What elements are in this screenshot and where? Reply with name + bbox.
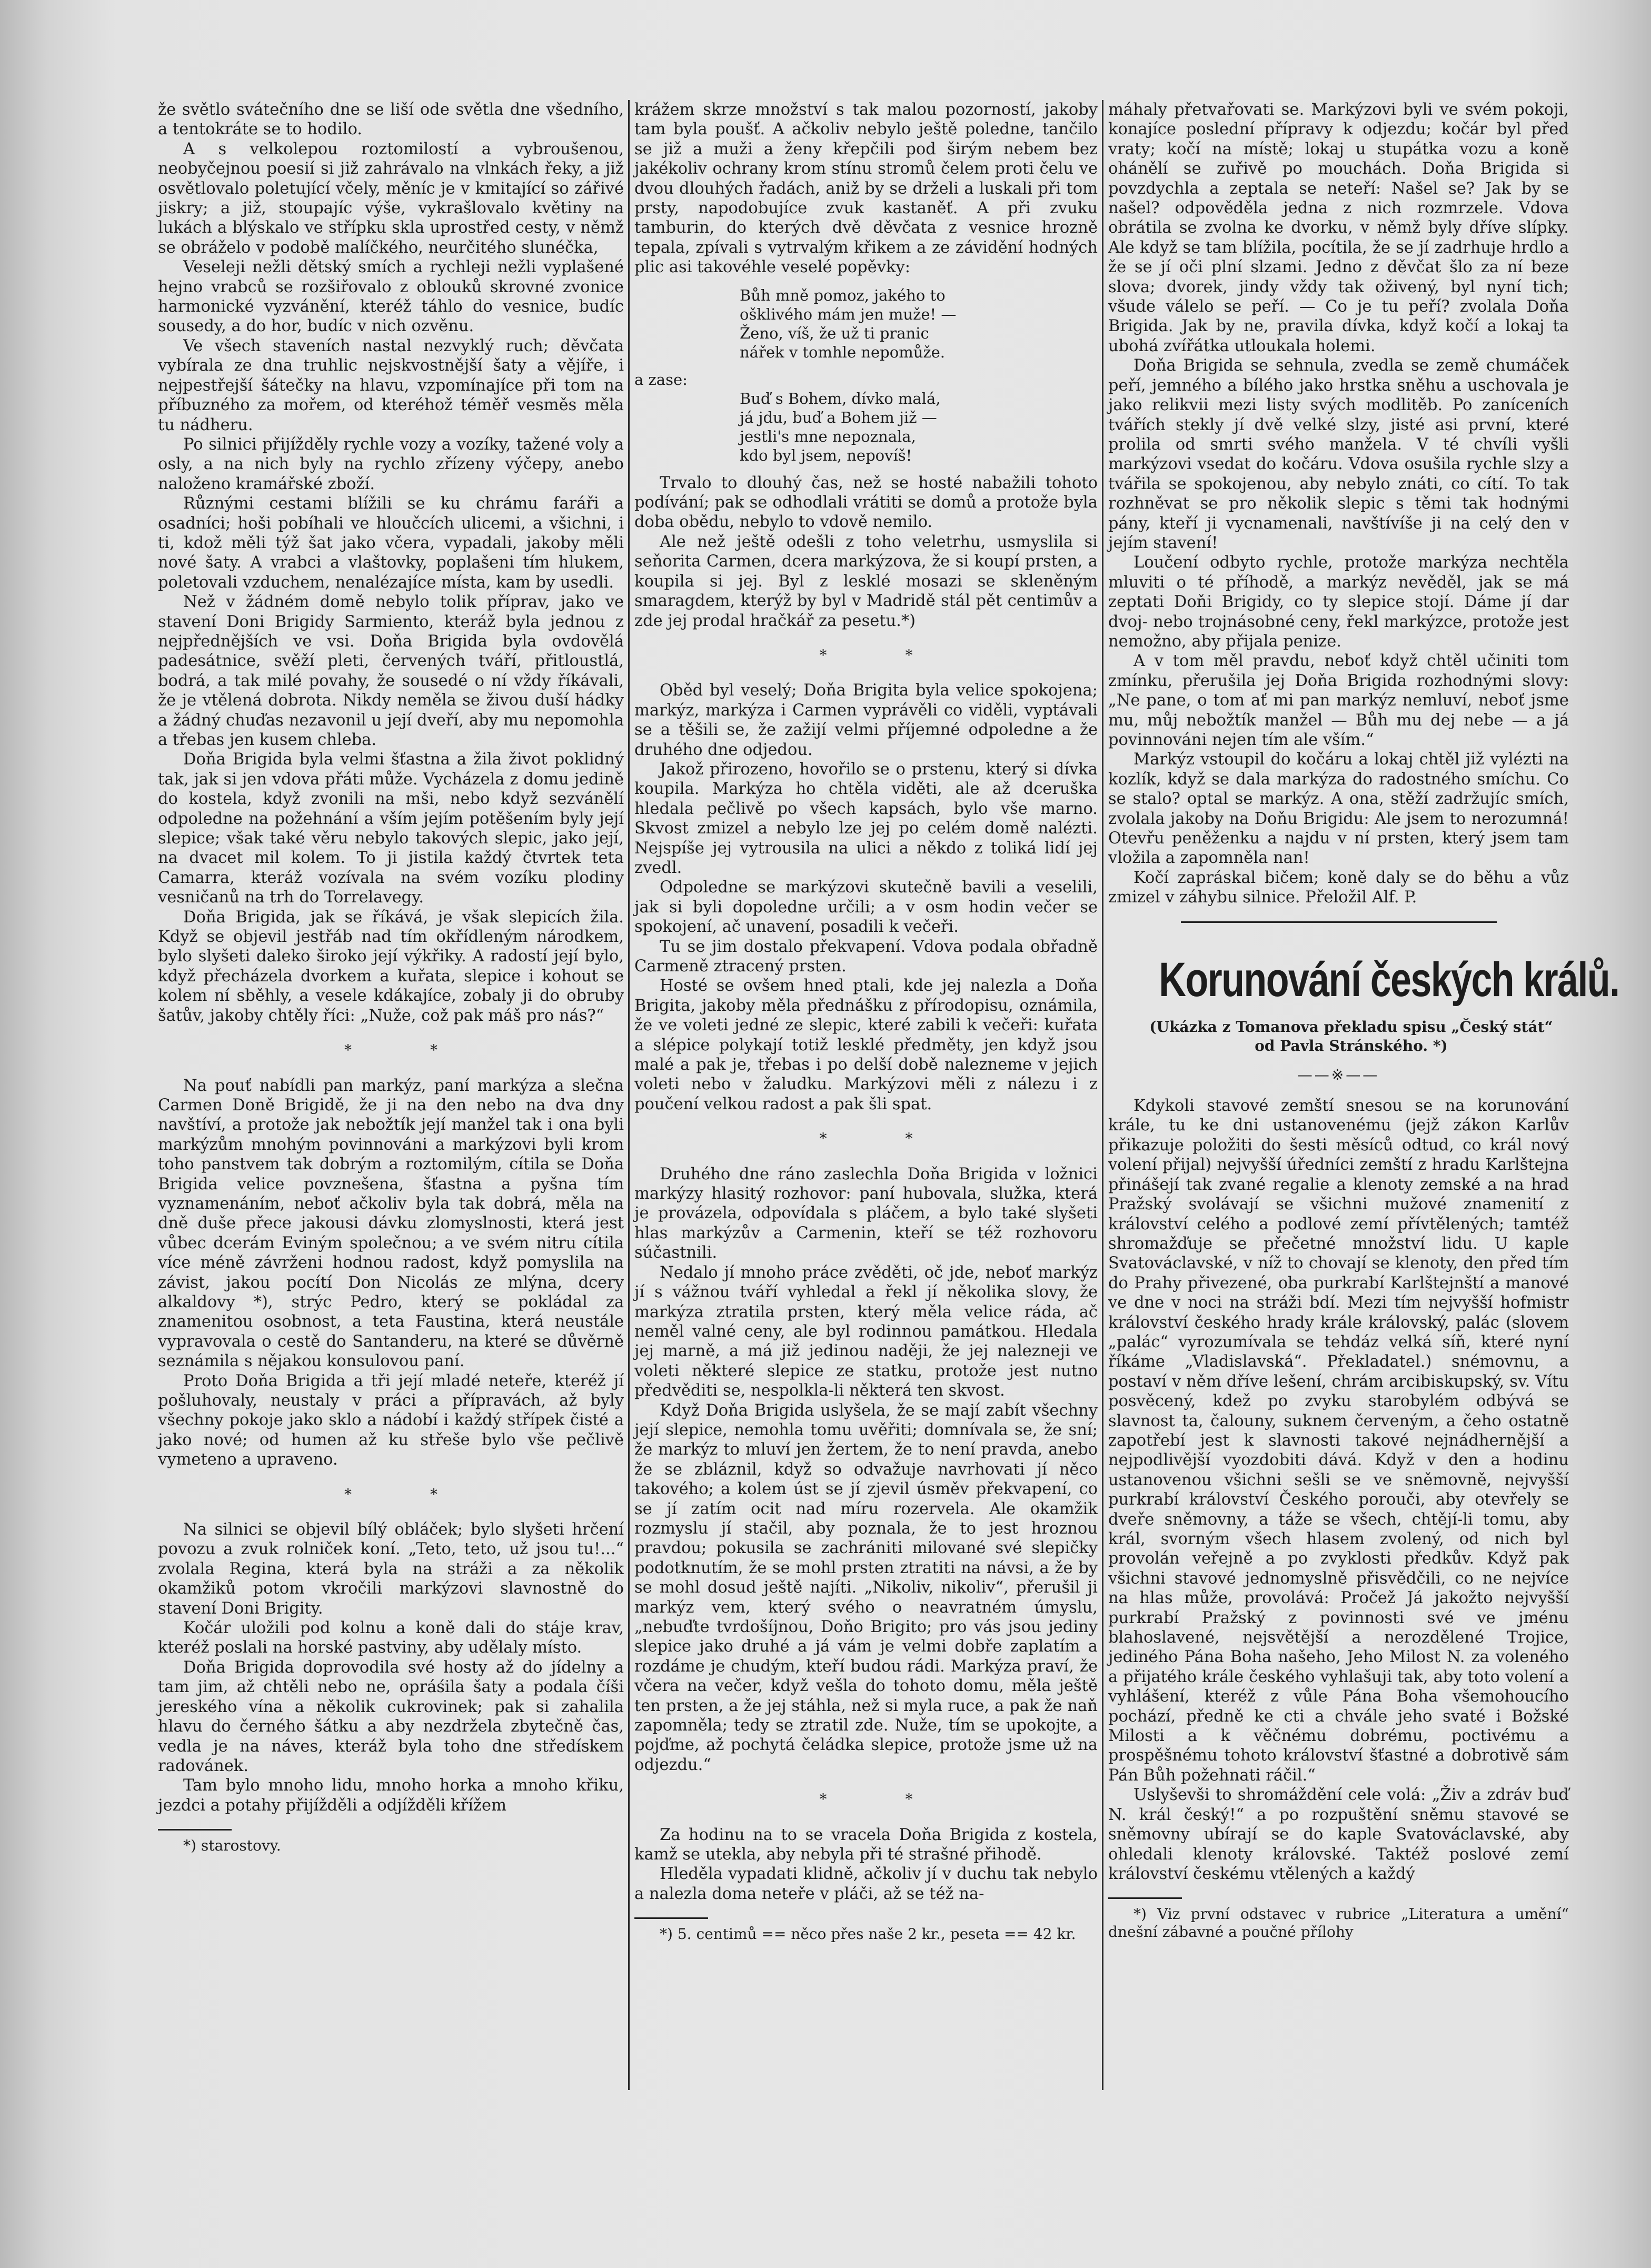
paragraph: Uslyševši to shromáždění cele volá: „Živ a zdráv buď N. král český!“ a po rozpuštění sněmu stavové se sněmovny ubírají se do kaple Svatováclavské, aby ohledali klenoty královské. Taktéž poslové zemí království českému vtělených a každý — [1108, 1786, 1569, 1883]
article-subheading: od Pavla Stránského. *) — [1255, 1037, 1448, 1055]
verse-line: kdo byl jsem, nepovíš! — [740, 446, 912, 464]
paragraph: Než v žádném domě nebylo tolik příprav, jako ve stavení Doni Brigidy Sarmiento, kteráž byla jednou z nejpřednějších ve vsi. Doňa Brigida byla ovdovělá padesátnice, svěží pleti, červených tváří, přitloustlá, bodrá, a tak milé povahy, že sousedé o ní vždy říkávali, že je vtělená dobrota. Nikdy neměla se živou duší hádky a žádný chuďas nezavonil u její dveří, aby mu nepomohla a třebas jen kusem chleba. — [158, 593, 624, 749]
paragraph: A s velkolepou roztomilostí a vybroušenou, neobyčejnou poesií si již zahrávalo na vlnkách řeky, a již osvětlovalo poletující včely, měníc je v kmitající so zářivé jiskry; a již, stoupajíc výše, vykrašlovalo květiny na lukách a blýskalo ve střípku skla uprostřed cesty, v němž se obráželo v podobě malíčkého, neurčitého slunéčka, — [158, 140, 624, 257]
verse-label: a zase: — [634, 370, 688, 389]
footnote-rule — [158, 1829, 232, 1831]
verse-line: Buď s Bohem, dívko malá, — [740, 389, 941, 407]
column-divider — [628, 100, 630, 2090]
footnote: *) 5. centimů == něco přes naše 2 kr., peseta == 42 kr. — [660, 1925, 1076, 1943]
footnote-rule — [634, 1917, 708, 1919]
section-separator-stars: * * — [344, 1485, 474, 1503]
column-3 — [1108, 100, 1619, 2080]
section-separator-stars: * * — [344, 1041, 474, 1059]
paragraph: Ale než ještě odešli z toho veletrhu, usmyslila si seňorita Carmen, dcera markýzova, že si koupí prsten, a koupila si jej. Byl z lesklé mosazi se skleněným smaragdem, kterýž by byl v Madridě stál pět centimův a zde jej prodal hračkář za pesetu.*) — [634, 532, 1098, 630]
paragraph: Loučení odbyto rychle, protože markýza nechtěla mluviti o té příhodě, a markýz nevěděl, jak se má zeptati Doňi Brigidy, co ty slepice stojí. Dáme jí dar dvoj- nebo trojnásobné ceny, řekl markýzce, protože jest nemožno, aby přijala penize. — [1108, 553, 1569, 651]
paragraph: Jakož přirozeno, hovořilo se o prstenu, který si dívka koupila. Markýza ho chtěla viděti, ale až dceruška hledala pečlivě po všech kapsách, bylo vše marno. Skvost zmizel a nebylo lze jej po celém domě nalézti. Nejspíše jej vytrousila na ulici a někdo z toliká lidí jej zvedl. — [634, 760, 1098, 877]
decorative-ornament: ——※—— — [1297, 1066, 1380, 1083]
footnote: *) starostovy. — [183, 1837, 281, 1855]
paragraph: Na silnici se objevil bílý obláček; bylo slyšeti hrčení povozu a zvuk rolniček koní. „Teto, teto, už jsou tu!...“ zvolala Regina, která byla na stráži a za několik okamžiků potom vkročili markýzovi slavnostně do stavení Doni Brigity. — [158, 1520, 624, 1618]
song-verse-1 — [634, 286, 1098, 362]
song-verse-2 — [634, 370, 1098, 465]
paragraph: Doňa Brigida doprovodila své hosty až do jídelny a tam jim, až chtěli nebo ne, opráśila šaty a podala číši jereského vína a několik cukrovinek; pak si zahalila hlavu do černého šátku a aby nezdržela zbytečně čas, vedla je na náves, kteráž byla toho dne středískem radovánek. — [158, 1658, 624, 1775]
paragraph: Hosté se ovšem hned ptali, kde jej nalezla a Doňa Brigita, jakoby měla přednášku z přírodopisu, oznámila, že ve voleti jedné ze slepic, které zabili k večeři: kuřata a slépice polykají totiž lesklé předměty, jen když jsou malé a pak je, třebas i po delší době nalezneme v jejich voleti nebo v žaludku. Markýzovi měli z nálezu i z poučení velkou radost a pak šli spat. — [634, 977, 1098, 1113]
paragraph: Kočár uložili pod kolnu a koně dali do stáje krav, kteréž poslali na horské pastviny, aby udělaly místo. — [158, 1619, 624, 1657]
paragraph: Oběd byl veselý; Doňa Brigita byla velice spokojena; markýz, markýza i Carmen vyprávěli co viděli, vyptávali se a těšili se, že zažijí velmi příjemné odpoledne a že druhého dne odjedou. — [634, 681, 1098, 759]
verse-line: jestli's mne nepoznala, — [740, 427, 916, 445]
column-1 — [158, 100, 624, 2080]
footnote: *) Viz první odstavec v rubrice „Literatura a umění“ dnešní zábavné a poučné přílohy — [1108, 1905, 1569, 1941]
paragraph: Doňa Brigida se sehnula, zvedla se země chumáček peří, jemného a bílého jako hrstka sněhu a uschovala je jako relikvii mezi listy svých modlitěb. Po zaníceních tvářích stekly jí dvě velké slzy, jisté asi první, které prolila od smrti svého manžela. V té chvíli vyšli markýzovi vsedat do kočáru. Vdova osušila rychle slzy a tvářila se spokojenou, aby nebylo znáti, co cítí. To tak rozhněvat se pro několik slepic s těmi tak hodnými pány, kteří ji vycnamenali, navštívíše ji na celý den v jejím stavení! — [1108, 356, 1569, 552]
paragraph: Odpoledne se markýzovi skutečně bavili a veselili, jak si byli dopoledne určili; a v osm hodin večer se spokojení, ač unavení, posadili k večeři. — [634, 878, 1098, 937]
paragraph: Různými cestami blížili se ku chrámu faráři a osadníci; hoši pobíhali ve hloučcích ulicemi, a všichni, i ti, kdož měli týž šat jako včera, vypadali, jakoby měli nové šaty. A vrabci a vlaštovky, poplašeni tím hlukem, poletovali vzduchem, nenalézajíce místa, kam by usedli. — [158, 494, 624, 592]
section-separator-stars: * * — [819, 1130, 950, 1148]
column-2 — [634, 100, 1098, 2080]
verse-line: já jdu, buď a Bohem již — — [740, 408, 937, 426]
paragraph: Když Doňa Brigida uslyšela, že se mají zabít všechny její slepice, nemohla tomu uvěřiti; domnívala se, že sní; že markýz to mluví jen žertem, že to není pravda, anebo že se zbláznil, když so odvažuje navrhovati jí něco takového; a kolem úst se jí zjevil úsměv překvapení, co se jí zatím ocit nad míru rozervela. Ale okamžik rozmyslu jí stačil, aby poznala, že to jest hroznou pravdou; pokusila se zachrániti milované své slepičky podotknutím, že se mohl prsten ztratiti na návsi, a že by se mohl dosud ještě najíti. „Nikoliv, nikoliv“, přerušil ji markýz vem, který svého o neavratném úmyslu, „nebuďte tvrdošíjnou, Doňo Brigito; pro vás jsou jediny slepice jako druhé a já vám je velmi dobře zaplatím a rozdáme je chudým, kteří budou rádi. Markýza praví, že včera na večer, když vešla do tohoto domu, měla ještě ten prsten, a že jej stáhla, než si myla ruce, a pak že naň zapomněla; tedy se ztratil zde. Nuže, tím se upokojte, a pojďme, až pochytá čeládka slepice, protože jsme už na odjezdu.“ — [634, 1401, 1098, 1774]
paragraph: Doňa Brigida, jak se říkává, je však slepicích žila. Když se objevil jestřáb nad tím okřídleným národkem, bylo slyšeti daleko široko její výkřiky. A radostí její bylo, když přecházela dvorkem a kuřata, slepice i kohout se kolem ní sběhly, a vesele kdákajíce, zobaly ji do obruby šatův, jakoby chtěly říci: „Nuže, což pak máš pro nás?“ — [158, 908, 624, 1025]
verse-line: Bůh mně pomoz, jakého to — [740, 286, 946, 304]
paragraph: Doňa Brigida byla velmi šťastna a žila život poklidný tak, jak si jen vdova přáti může. Vycházela z domu jedině do kostela, když zvonili na mši, nebo když sezvánělí odpoledne na požehnání a vším jejím potěšením byly její slepice; však také věru nebylo takových slepic, jako její, na dvacet mil kolem. To ji jistila každý čtvrtek teta Camarra, kteráž vozívala na svém vozíku plodiny vesničanů na trh do Torrelavegy. — [158, 750, 624, 907]
paragraph: Markýz vstoupil do kočáru a lokaj chtěl již vylézti na kozlík, když se dala markýza do radostného smíchu. Co se stalo? optal se markýz. A ona, stěží zadržujíc smích, zvolala jakoby na Doňu Brigidu: Ale jsem to nerozumná! Otevřu peněženku a najdu v ní prsten, který jsem tam vložila a zapomněla nan! — [1108, 750, 1569, 868]
footnote-rule — [1108, 1897, 1182, 1899]
paragraph: Trvalo to dlouhý čas, než se hosté nabažili tohoto podívání; pak se odhodlali vrátiti se domů a protože byla doba obědu, nebylo to vdově nemilo. — [634, 473, 1098, 532]
paragraph: Kdykoli stavové zemští snesou se na korunování krále, tu ke dni ustanovenému (jejž zákon Karlův přikazuje položiti do šesti měsíců odtud, co král nový volení přijal) nejvyšší úředníci zemští z hradu Karlštejna přinášejí tak zvané regalie a klenoty zemské a na hrad Pražský svolávají se všichni mužové znamenití z království celého a podlové zemí přívtělených; tamtéž shromažďuje se přečetné množství lidu. U kaple Svatováclavské, v níž to chovají se klenoty, den před tím do Prahy přivezené, oba purkrabí Karlštejnští a manové ve dne v noci na stráži bdí. Mezi tím nejvyšší hofmistr království českého hrady krále královský, palác (slovem „palác“ vyrozumívala se tehdáz velká síň, které nyní říkáme „Vladislavská“. Překladatel.) snémovnu, a postaví v něm dříve lešení, chrám arcibiskupský, sv. Vítu posvěcený, kdež po zvyku starobylém odbývá se slavnost ta, čalouny, suknem červeným, a čeho ostatně zapotřebí jest k slavnosti takové nejnádhernější a nejpodlivější vyozdobiti dává. Když v den a hodinu ustanovenou všichni sešli se ve sněmovně, nejvyšší purkrabí království Českého porouči, aby otevřely se dveře sněmovny, a táže se všech, chtějí-li tomu, aby král, svorným všech hlasem zvolený, od nich byl provolán veřejně a po zvyklosti předkův. Když pak všichni stavové jednomyslně přisvědčili, co ne nejvíce na hlas může, provolává: Pročež Já jakožto nejvyšší purkrabí Pražský z povinnosti své ve jménu blahoslavené, nejsvětější a nerozdělené Trojice, jediného Pána Boha našeho, Jeho Milost N. za voleného a přijatého krále českého vyhlašuji tak, aby toto volení a vyhlášení, kteréž z vůle Pána Boha všemohoucího pochází, předně ke cti a chvále jeho svaté i Božské Milosti a k věčnému dobrému, poctivému a prospěšnému tohoto království šťastné a dobrotivě sám Pán Bůh požehnati ráčil.“ — [1108, 1097, 1569, 1785]
paragraph: A v tom měl pravdu, neboť když chtěl učiniti tom zmínku, přerušila jej Doňa Brigida rozhodnými slovy: „Ne pane, o tom ať mi pan markýz nemluví, neboť jsme mu, můj nebožtík manžel — Bůh mu dej nebe — a já povinnováni nejen tím ale vším.“ — [1108, 652, 1569, 749]
paragraph: Veseleji nežli dětský smích a rychleji nežli vyplašené hejno vrabců se rozšiřovalo z oblouků skrovné zvonice harmonické vyzvánění, kteréž táhlo do vesnice, budíc sousedy, a do hor, budíc v nich ozvěnu. — [158, 258, 624, 336]
paragraph: Nedalo jí mnoho práce zvěděti, oč jde, neboť markýz jí s vážnou tváří vyhledal a řekl jí několika slovy, že markýza ztratila prsten, který měla velice ráda, ač neměl valné ceny, ale byl rodinnou památkou. Hledala jej marně, a má již jedinou naději, že jej nalezneji ve voleti některé slepice ze statku, protože jest nutno předvěditi se, nespolkla-li některá ten skvost. — [634, 1263, 1098, 1400]
verse-line: Ženo, víš, že už ti pranic — [740, 324, 929, 342]
paragraph: krážem skrze množství s tak malou pozorností, jakoby tam byla poušť. A ačkoliv nebylo ještě poledne, tančilo se již a muži a ženy křepčili pod širým nebem bez jakékoliv ochrany krom stínu stromů čelem proti čelu ve dvou dlouhých řadách, aniž by se drželi a luskali při tom prsty, napodobujíce zvuk kastaněť. A při zvuku tamburin, do kterých dvě děvčata z vesnice hrozně tepala, zpívali s vytrvalým křikem a ze závidění hodných plic asi takovéhle veselé popěvky: — [634, 101, 1098, 277]
article-headline: Korunování českých králů. — [1159, 952, 1619, 1007]
paragraph: Ve všech staveních nastal nezvyklý ruch; děvčata vybírala ze dna truhlic nejskvostnější šaty a vějíře, i nejpestřejší šátečky na hlavu, vzpomínajíce při tom na příbuzného za mořem, od kteréhož téměř vesměs měla tu nádheru. — [158, 336, 624, 434]
article-subheading: (Ukázka z Tomanova překladu spisu „Český stát“ — [1149, 1018, 1553, 1036]
section-separator-stars: * * — [819, 646, 950, 664]
verse-line: nářek v tomhle nepomůže. — [740, 343, 946, 361]
paragraph: Na pouť nabídli pan markýz, paní markýza a slečna Carmen Doně Brigidě, že ji na den nebo na dva dny navštíví, a protože jak nebožtík její manžel tak i ona byli markýzům mnohým povinnováni a markýzovi byli krom toho panstvem tak dobrým a roztomilým, cítila se Doňa Brigida velice povznešena, šťastna a pyšna tím vyznamenáním, neboť ačkoliv byla tak dobrá, měla na dně duše přece jakousi dávku zlomyslnosti, která jest vůbec dcerám Eviným společnou; a ve svém nitru cítila více méně závrženi hodnou radost, když pomyslila na závist, jakou pocítí Don Nicolás ze mlýna, dcery alkaldovy *), strýc Pedro, který se pokládal za znamenitou osobnost, a teta Faustina, která neustále vypravovala o cestě do Santanderu, na které se důvěrně seznámila s nějakou konsulovou paní. — [158, 1076, 624, 1371]
paragraph: Proto Doňa Brigida a tři její mladé neteře, kteréž jí pošluhovaly, neustaly v práci a přípravách, až byly všechny pokoje jako sklo a nádobí i každý střípek čisté a jako nové; od humen až ku střeše bylo vše pečlivě vymeteno a upraveno. — [158, 1371, 624, 1469]
paragraph: Kočí zapráskal bičem; koně daly se do běhu a vůz zmizel v záhybu silnice. Přeložil Alf. P. — [1108, 868, 1569, 907]
section-separator-stars: * * — [819, 1790, 950, 1808]
paragraph: Hleděla vypadati klidně, ačkoliv jí v duchu tak nebylo a nalezla doma neteře v pláči, až se též na- — [634, 1865, 1098, 1903]
paragraph: Po silnici přijížděly rychle vozy a vozíky, tažené voly a osly, a na nich byly na rychlo zřízeny výčepy, anebo naloženo kramářské zboží. — [158, 435, 624, 493]
paragraph: Za hodinu na to se vracela Doňa Brigida z kostela, kamž se utekla, aby nebyla při té strašné přihodě. — [634, 1825, 1098, 1864]
article-separator-rule — [1181, 921, 1497, 923]
verse-line: ošklivého mám jen muže! — — [740, 305, 957, 323]
paragraph: Druhého dne ráno zaslechla Doňa Brigida v ložnici markýzy hlasitý rozhovor: paní hubovala, služka, která je provázela, odpovídala s pláčem, a bylo také slyšeti hlas markýzův a Carmenin, kteří se též rozhovoru súčastnili. — [634, 1165, 1098, 1262]
column-divider — [1102, 100, 1103, 2090]
paragraph: máhaly přetvařovati se. Markýzovi byli ve svém pokoji, konajíce poslední přípravy k odjezdu; kočár byl před vraty; kočí na místě; lokaj u stupátka vozu a koně ohánělí se zuřivě po mouchách. Doňa Brigida si povzdychla a zeptala se neteří: Našel se? Jak by se našel? odpověděla jedna z nich rozmrzele. Vdova obrátila se zvolna ke dvorku, v němž byly dříve slípky. Ale když se tam blížila, pocítila, že se jí zadrhuje hrdlo a že se jí oči plní slzami. Jedno z děvčat šlo za ní beze slova; dvorek, jindy vždy tak oživený, byl nyní tich; všude válelo se peří. — Co je tu peří? zvolala Doňa Brigida. Jak by ne, pravila dívka, když kočí a lokaj ta ubohá zvířátka utloukala holemi. — [1108, 101, 1569, 355]
paragraph: Tu se jim dostalo překvapení. Vdova podala obřadně Carmeně ztracený prsten. — [634, 937, 1098, 976]
paragraph: Tam bylo mnoho lidu, mnoho horka a mnoho křiku, jezdci a potahy přijížděli a odjížděli křížem — [158, 1776, 624, 1815]
paragraph: že světlo svátečního dne se liší ode světla dne všedního, a tentokráte se to hodilo. — [158, 101, 624, 139]
